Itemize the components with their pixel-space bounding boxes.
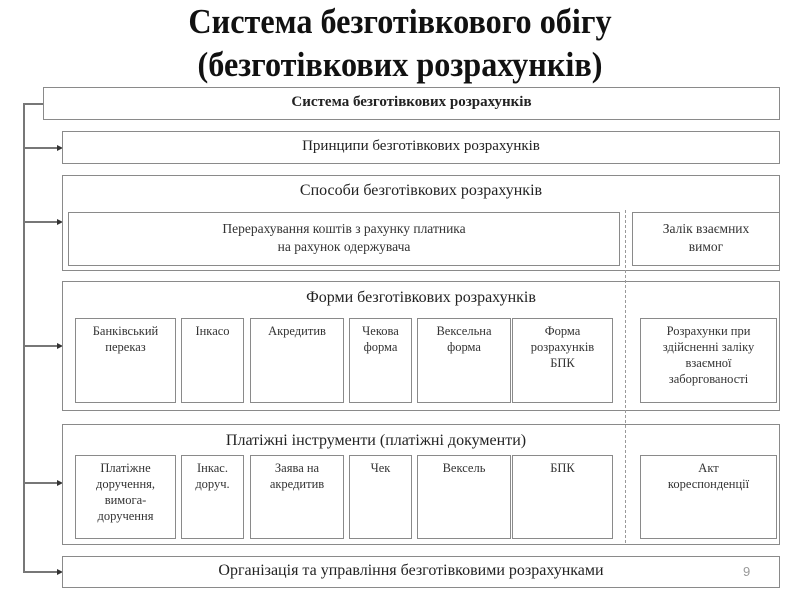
form-bank-transfer-line: переказ [105, 340, 146, 354]
form-bpk [512, 318, 613, 403]
organization-box [62, 556, 780, 588]
instrument-bpk-line: БПК [550, 461, 575, 475]
form-bpk-line: БПК [550, 356, 575, 370]
form-letter-of-credit [250, 318, 344, 403]
instrument-correspondence-act [640, 455, 777, 539]
instrument-correspondence-act-line: кореспонденції [667, 477, 750, 491]
principles-label: Принципи безготівкових розрахунків [302, 138, 540, 154]
dashed-divider [625, 210, 626, 543]
form-mutual-offset-line: здійсненні заліку [662, 340, 755, 354]
form-mutual-offset-line: заборгованості [668, 372, 749, 386]
connector-to-system [23, 103, 44, 105]
principles-box [62, 131, 780, 164]
instrument-bpk [512, 455, 613, 539]
connector-to-organization [23, 571, 59, 573]
instrument-payment-order-line: доручення [97, 509, 154, 523]
instrument-cheque-line: Чек [370, 461, 391, 475]
instrument-cheque [349, 455, 412, 539]
connector-to-methods [23, 221, 59, 223]
page-number: 9 [743, 564, 751, 579]
form-cheque-line: Чекова [362, 324, 399, 338]
slide-title-line-2: (безготівкових розрахунків) [197, 45, 603, 84]
method-offset-line-1: Залік взаємних [662, 221, 750, 236]
system-box [43, 87, 780, 120]
instrument-correspondence-act-line: Акт [698, 461, 719, 475]
instrument-payment-order [75, 455, 176, 539]
organization-label: Організація та управління безготівковими розрахунками [218, 562, 604, 579]
form-bank-transfer-line: Банківський [92, 324, 159, 338]
instrument-payment-order-line: доручення, [95, 477, 156, 491]
method-transfer [68, 212, 620, 266]
form-mutual-offset-line: Розрахунки при [666, 324, 751, 338]
instrument-collection-order-line: Інкас. [197, 461, 228, 475]
connector-to-principles [23, 147, 59, 149]
form-collection-line: Інкасо [195, 324, 230, 338]
instrument-bill [417, 455, 511, 539]
connector-vertical [23, 103, 25, 572]
slide-title-line-1: Система безготівкового обігу [188, 2, 612, 41]
form-mutual-offset [640, 318, 777, 403]
form-bpk-line: Форма [544, 324, 581, 338]
form-bill-line: форма [447, 340, 481, 354]
instrument-collection-order [181, 455, 244, 539]
form-bpk-line: розрахунків [530, 340, 595, 354]
method-transfer-line-1: Перерахування коштів з рахунку платника [222, 221, 466, 236]
method-offset-line-2: вимог [688, 239, 724, 254]
system-label: Система безготівкових розрахунків [291, 94, 532, 110]
form-bank-transfer [75, 318, 176, 403]
instrument-collection-order-line: доруч. [195, 477, 230, 491]
form-bill [417, 318, 511, 403]
instrument-bill-line: Вексель [442, 461, 486, 475]
instrument-payment-order-line: вимога- [104, 493, 147, 507]
instrument-loc-application [250, 455, 344, 539]
instrument-loc-application-line: акредитив [269, 477, 325, 491]
instrument-loc-application-line: Заява на [274, 461, 320, 475]
connector-to-instruments [23, 482, 59, 484]
forms-label: Форми безготівкових розрахунків [306, 289, 536, 306]
form-mutual-offset-line: взаємної [685, 356, 732, 370]
form-collection [181, 318, 244, 403]
form-bill-line: Вексельна [436, 324, 492, 338]
instruments-label: Платіжні інструменти (платіжні документи) [225, 432, 527, 449]
form-letter-of-credit-line: Акредитив [268, 324, 326, 338]
form-cheque-line: форма [363, 340, 398, 354]
connector-to-forms [23, 345, 59, 347]
method-transfer-line-2: на рахунок одержувача [277, 239, 411, 254]
method-offset [632, 212, 780, 266]
methods-label: Способи безготівкових розрахунків [299, 182, 543, 199]
form-cheque [349, 318, 412, 403]
instrument-payment-order-line: Платіжне [100, 461, 151, 475]
